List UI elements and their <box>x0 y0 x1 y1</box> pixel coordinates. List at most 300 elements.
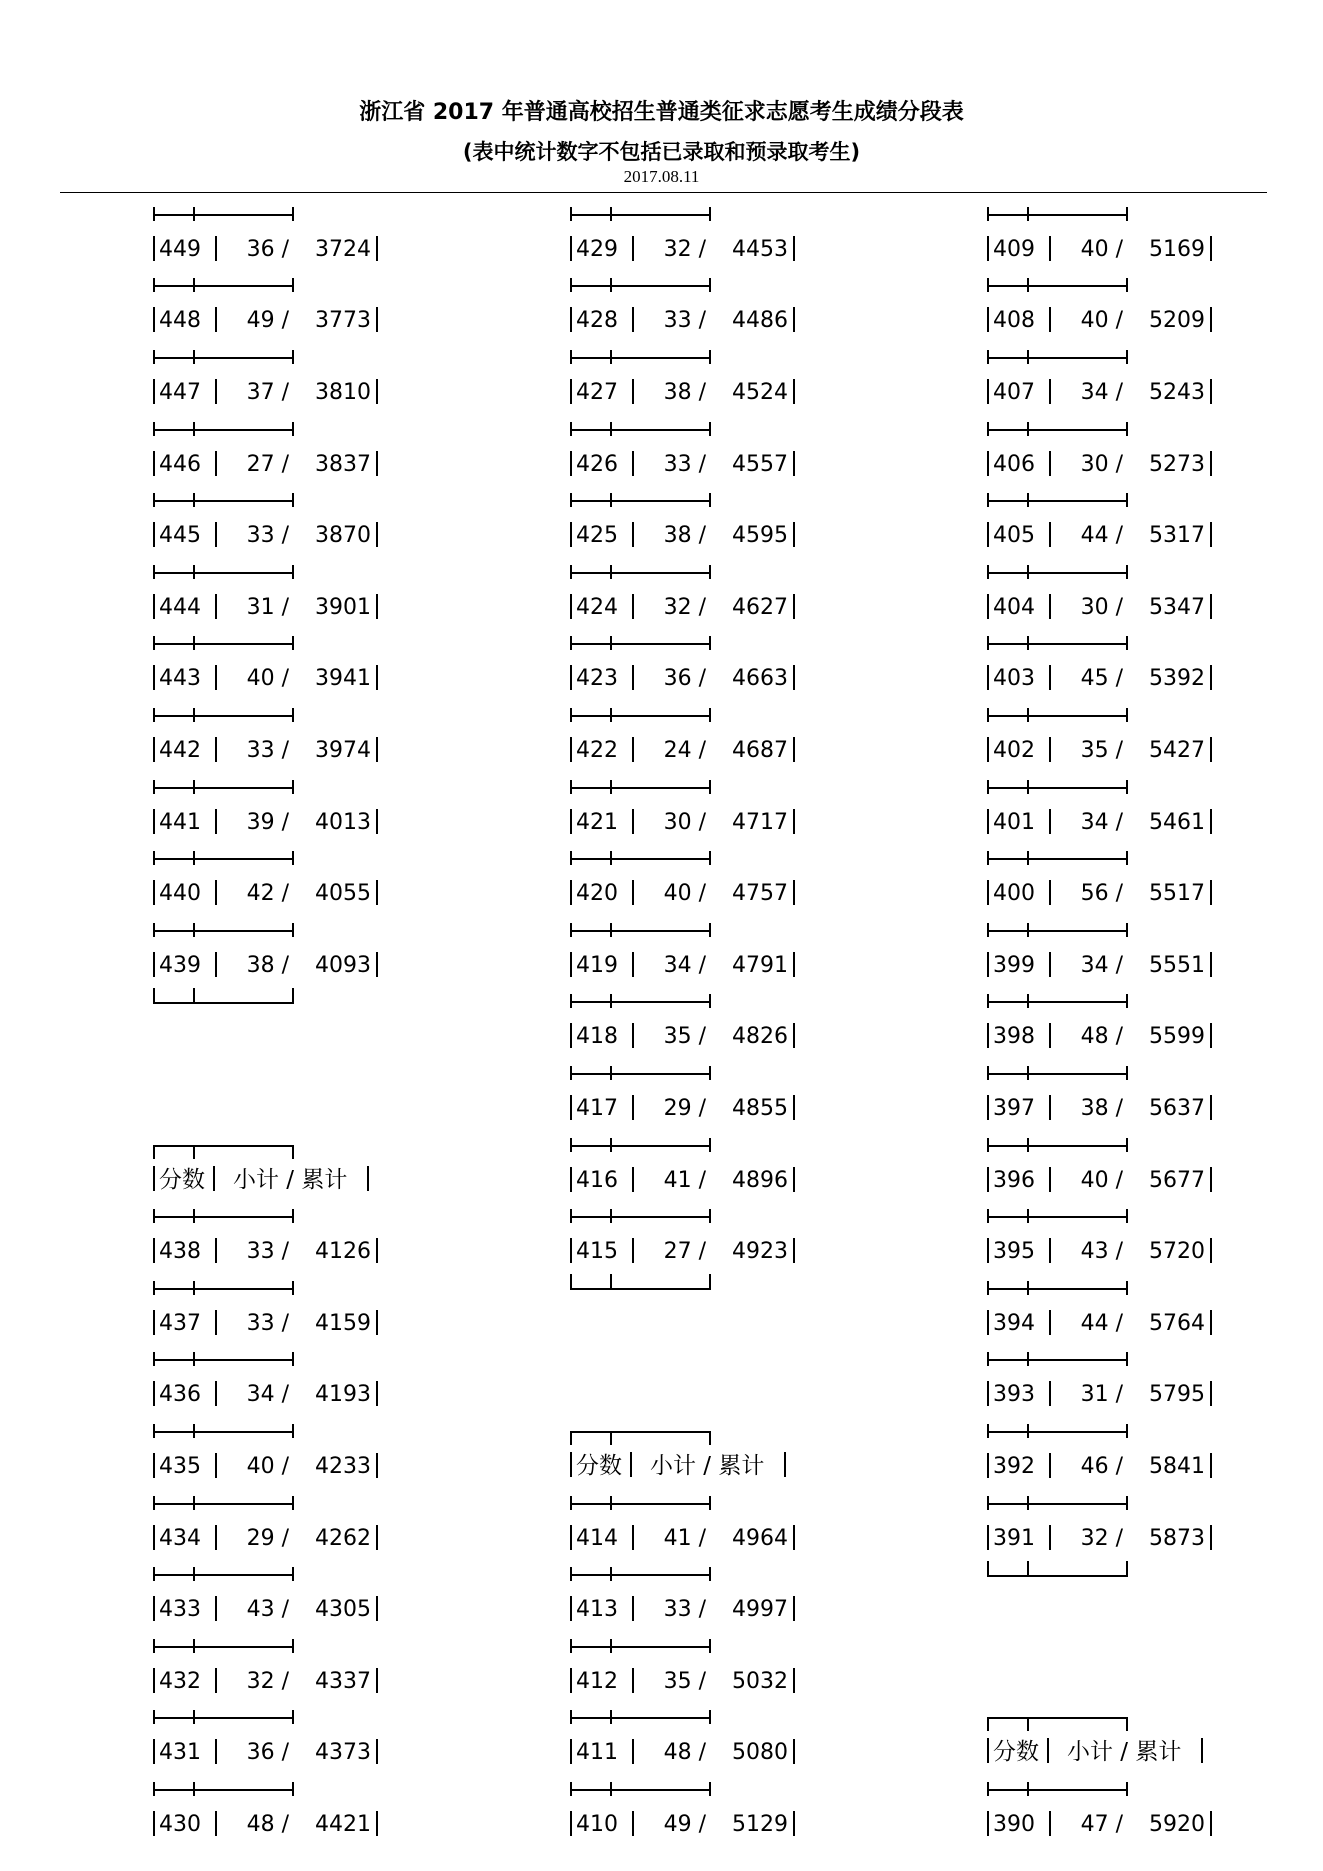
header-bar-right <box>1201 1738 1203 1763</box>
score-cell: 442 <box>159 738 201 763</box>
grid-tick <box>193 422 195 436</box>
row-bar-left <box>570 1596 572 1621</box>
grid-tick <box>570 1567 572 1581</box>
row-bar-left <box>570 1811 572 1836</box>
row-bar-right <box>1210 1381 1212 1406</box>
row-bar-right <box>793 522 795 547</box>
count-cell: 30 / <box>663 809 706 835</box>
cumulative-cell: 5273 <box>1149 451 1205 477</box>
count-cell: 29 / <box>663 1096 706 1121</box>
count-cell: 38 / <box>1080 1096 1123 1121</box>
row-bar-mid <box>1049 1453 1051 1478</box>
cumulative-cell: 3837 <box>315 451 371 477</box>
document-title: 浙江省 2017 年普通高校招生普通类征求志愿考生成绩分段表 <box>359 100 964 125</box>
score-cell: 424 <box>576 594 618 620</box>
score-cell: 429 <box>576 236 618 262</box>
grid-line <box>153 1216 294 1218</box>
cumulative-cell: 4524 <box>732 380 788 405</box>
grid-line <box>987 1288 1128 1290</box>
row-bar-mid <box>215 1453 217 1478</box>
count-cumulative-header: 小计 / 累计 <box>1067 1739 1182 1766</box>
grid-tick <box>153 1352 155 1366</box>
row-bar-right <box>793 1668 795 1693</box>
score-header: 分数 <box>993 1739 1039 1766</box>
score-cell: 449 <box>159 236 201 262</box>
count-cell: 47 / <box>1080 1812 1123 1837</box>
grid-tick <box>987 1066 989 1080</box>
count-cell: 48 / <box>663 1740 706 1766</box>
row-bar-mid <box>215 451 217 476</box>
grid-tick <box>153 708 155 722</box>
score-cell: 410 <box>576 1812 618 1837</box>
count-cell: 34 / <box>1080 380 1123 405</box>
grid-tick <box>610 1710 612 1724</box>
count-cumulative-header: 小计 / 累计 <box>650 1453 765 1479</box>
grid-line <box>153 572 294 574</box>
row-bar-right <box>793 1525 795 1550</box>
score-cell: 438 <box>159 1239 201 1265</box>
row-bar-mid <box>632 880 634 905</box>
score-cell: 422 <box>576 738 618 763</box>
grid-tick <box>709 1431 711 1445</box>
cumulative-cell: 4373 <box>315 1740 371 1766</box>
score-cell: 403 <box>993 666 1035 692</box>
grid-tick <box>1126 565 1128 579</box>
score-cell: 415 <box>576 1239 618 1265</box>
row-bar-left <box>570 809 572 834</box>
grid-tick <box>193 1567 195 1581</box>
row-bar-left <box>987 1167 989 1192</box>
grid-tick <box>610 994 612 1008</box>
row-bar-right <box>1210 1310 1212 1335</box>
row-bar-left <box>987 880 989 905</box>
grid-tick <box>1027 636 1029 650</box>
row-bar-right <box>793 1811 795 1836</box>
count-cell: 49 / <box>663 1812 706 1837</box>
row-bar-right <box>376 809 378 834</box>
row-bar-left <box>570 1668 572 1693</box>
row-bar-mid <box>632 1095 634 1120</box>
grid-line <box>987 858 1128 860</box>
grid-tick <box>193 565 195 579</box>
grid-tick <box>292 1352 294 1366</box>
grid-tick <box>193 1496 195 1510</box>
grid-tick <box>709 994 711 1008</box>
grid-line <box>570 357 711 359</box>
row-bar-mid <box>215 1739 217 1764</box>
cumulative-cell: 4233 <box>315 1454 371 1479</box>
count-cell: 43 / <box>246 1597 289 1623</box>
grid-tick <box>292 1710 294 1724</box>
row-bar-mid <box>1049 880 1051 905</box>
score-cell: 402 <box>993 738 1035 763</box>
cumulative-cell: 5461 <box>1149 809 1205 835</box>
row-bar-right <box>793 1023 795 1048</box>
row-bar-left <box>987 379 989 404</box>
row-bar-right <box>376 1525 378 1550</box>
count-cell: 48 / <box>1080 1024 1123 1050</box>
score-cell: 414 <box>576 1525 618 1551</box>
row-bar-left <box>570 1525 572 1550</box>
cumulative-cell: 4453 <box>732 236 788 262</box>
score-cell: 393 <box>993 1382 1035 1408</box>
grid-tick <box>193 851 195 865</box>
score-cell: 430 <box>159 1812 201 1837</box>
row-bar-mid <box>1049 952 1051 977</box>
cumulative-cell: 5795 <box>1149 1382 1205 1408</box>
cumulative-cell: 4337 <box>315 1668 371 1694</box>
cumulative-cell: 5551 <box>1149 952 1205 978</box>
grid-tick <box>193 1710 195 1724</box>
grid-tick <box>193 1782 195 1796</box>
cumulative-cell: 5392 <box>1149 666 1205 692</box>
score-cell: 423 <box>576 666 618 692</box>
cumulative-cell: 4595 <box>732 523 788 549</box>
grid-tick <box>610 1274 612 1288</box>
grid-tick <box>1126 1424 1128 1438</box>
grid-tick <box>1126 1352 1128 1366</box>
grid-tick <box>193 923 195 937</box>
count-cell: 37 / <box>246 380 289 405</box>
row-bar-mid <box>632 1167 634 1192</box>
row-bar-left <box>987 665 989 690</box>
grid-line <box>153 214 294 216</box>
grid-tick <box>570 1066 572 1080</box>
row-bar-left <box>987 1095 989 1120</box>
grid-tick <box>193 350 195 364</box>
grid-tick <box>1027 350 1029 364</box>
grid-line <box>570 1789 711 1791</box>
cumulative-cell: 4663 <box>732 666 788 692</box>
grid-tick <box>1126 1281 1128 1295</box>
grid-tick <box>153 278 155 292</box>
row-bar-right <box>793 236 795 261</box>
grid-tick <box>570 1138 572 1152</box>
count-cell: 32 / <box>663 236 706 262</box>
cumulative-cell: 5209 <box>1149 308 1205 334</box>
row-bar-mid <box>215 1668 217 1693</box>
score-cell: 399 <box>993 952 1035 978</box>
score-cell: 397 <box>993 1096 1035 1121</box>
grid-tick <box>1027 1352 1029 1366</box>
grid-tick <box>1027 851 1029 865</box>
grid-tick <box>987 1424 989 1438</box>
grid-tick <box>193 493 195 507</box>
row-bar-right <box>793 737 795 762</box>
count-cell: 33 / <box>246 523 289 549</box>
row-bar-right <box>1210 880 1212 905</box>
row-bar-left <box>987 1811 989 1836</box>
row-bar-mid <box>1049 522 1051 547</box>
row-bar-mid <box>215 1811 217 1836</box>
row-bar-right <box>376 307 378 332</box>
score-cell: 418 <box>576 1024 618 1050</box>
row-bar-left <box>153 1668 155 1693</box>
row-bar-right <box>1210 1238 1212 1263</box>
grid-tick <box>292 565 294 579</box>
row-bar-left <box>987 236 989 261</box>
grid-line <box>153 1288 294 1290</box>
row-bar-mid <box>1049 1381 1051 1406</box>
document-date: 2017.08.11 <box>623 167 700 186</box>
grid-tick <box>610 1066 612 1080</box>
count-cell: 45 / <box>1080 666 1123 692</box>
row-bar-right <box>376 880 378 905</box>
row-bar-left <box>153 880 155 905</box>
cumulative-cell: 4486 <box>732 308 788 334</box>
cumulative-cell: 4997 <box>732 1597 788 1623</box>
row-bar-right <box>376 1310 378 1335</box>
grid-tick <box>709 636 711 650</box>
score-cell: 428 <box>576 308 618 334</box>
row-bar-right <box>1210 737 1212 762</box>
grid-line <box>153 858 294 860</box>
grid-tick <box>153 923 155 937</box>
score-cell: 425 <box>576 523 618 549</box>
row-bar-mid <box>632 1739 634 1764</box>
count-cell: 30 / <box>1080 451 1123 477</box>
grid-tick <box>709 1782 711 1796</box>
cumulative-cell: 5129 <box>732 1812 788 1837</box>
grid-tick <box>570 207 572 221</box>
cumulative-cell: 4896 <box>732 1167 788 1193</box>
row-bar-mid <box>1049 236 1051 261</box>
row-bar-right <box>376 737 378 762</box>
count-cell: 56 / <box>1080 881 1123 907</box>
grid-tick <box>570 278 572 292</box>
score-cell: 394 <box>993 1310 1035 1336</box>
row-bar-left <box>987 1525 989 1550</box>
grid-tick <box>292 1639 294 1653</box>
grid-tick <box>570 780 572 794</box>
row-bar-right <box>793 880 795 905</box>
count-cell: 48 / <box>246 1812 289 1837</box>
grid-tick <box>193 636 195 650</box>
cumulative-cell: 4093 <box>315 952 371 978</box>
grid-line <box>987 1145 1128 1147</box>
grid-tick <box>292 207 294 221</box>
count-cell: 41 / <box>663 1525 706 1551</box>
grid-tick <box>987 851 989 865</box>
header-bar-left <box>987 1738 989 1763</box>
grid-tick <box>709 1567 711 1581</box>
score-cell: 427 <box>576 380 618 405</box>
grid-tick <box>610 708 612 722</box>
row-bar-mid <box>632 1525 634 1550</box>
grid-tick <box>1126 493 1128 507</box>
count-cell: 34 / <box>1080 809 1123 835</box>
grid-tick <box>153 780 155 794</box>
grid-tick <box>1126 851 1128 865</box>
row-bar-mid <box>632 809 634 834</box>
cumulative-cell: 5637 <box>1149 1096 1205 1121</box>
cumulative-cell: 5080 <box>732 1740 788 1766</box>
row-bar-right <box>1210 1453 1212 1478</box>
score-cell: 405 <box>993 523 1035 549</box>
grid-tick <box>709 350 711 364</box>
grid-tick <box>292 1496 294 1510</box>
grid-tick <box>193 708 195 722</box>
row-bar-mid <box>632 451 634 476</box>
grid-tick <box>1027 565 1029 579</box>
grid-tick <box>709 493 711 507</box>
row-bar-left <box>570 236 572 261</box>
grid-tick <box>570 1710 572 1724</box>
count-cell: 38 / <box>663 523 706 549</box>
row-bar-right <box>1210 665 1212 690</box>
score-header: 分数 <box>159 1166 205 1193</box>
row-bar-mid <box>632 1238 634 1263</box>
grid-tick <box>610 1209 612 1223</box>
grid-tick <box>1027 1782 1029 1796</box>
row-bar-mid <box>215 522 217 547</box>
cumulative-cell: 5599 <box>1149 1024 1205 1050</box>
grid-tick <box>987 1782 989 1796</box>
row-bar-right <box>1210 1525 1212 1550</box>
grid-line <box>987 1503 1128 1505</box>
grid-tick <box>153 1281 155 1295</box>
score-cell: 435 <box>159 1454 201 1479</box>
grid-line <box>153 1574 294 1576</box>
grid-line <box>153 1145 294 1147</box>
row-bar-left <box>153 1811 155 1836</box>
grid-tick <box>193 1639 195 1653</box>
grid-tick <box>292 1281 294 1295</box>
cumulative-cell: 5317 <box>1149 523 1205 549</box>
grid-line <box>987 285 1128 287</box>
header-bar-mid <box>213 1166 215 1191</box>
count-cell: 33 / <box>246 1239 289 1265</box>
row-bar-right <box>1210 1095 1212 1120</box>
cumulative-cell: 3870 <box>315 523 371 549</box>
score-cell: 447 <box>159 380 201 405</box>
grid-tick <box>570 422 572 436</box>
cumulative-cell: 4687 <box>732 738 788 763</box>
row-bar-mid <box>215 880 217 905</box>
grid-tick <box>1027 780 1029 794</box>
grid-line <box>570 1431 711 1433</box>
grid-line <box>153 500 294 502</box>
score-cell: 440 <box>159 881 201 907</box>
row-bar-right <box>793 1238 795 1263</box>
score-cell: 411 <box>576 1740 618 1766</box>
row-bar-right <box>793 451 795 476</box>
grid-tick <box>1126 1209 1128 1223</box>
row-bar-mid <box>215 236 217 261</box>
grid-line <box>570 1646 711 1648</box>
count-cell: 41 / <box>663 1167 706 1193</box>
grid-tick <box>1126 1717 1128 1731</box>
row-bar-left <box>570 379 572 404</box>
row-bar-mid <box>632 236 634 261</box>
grid-tick <box>1126 350 1128 364</box>
grid-tick <box>153 1424 155 1438</box>
grid-tick <box>1027 1281 1029 1295</box>
cumulative-cell: 4757 <box>732 881 788 907</box>
grid-tick <box>292 1782 294 1796</box>
row-bar-mid <box>1049 1095 1051 1120</box>
row-bar-mid <box>1049 1811 1051 1836</box>
count-cell: 29 / <box>246 1525 289 1551</box>
grid-tick <box>292 422 294 436</box>
grid-tick <box>1126 1066 1128 1080</box>
grid-line <box>153 357 294 359</box>
grid-tick <box>570 1496 572 1510</box>
grid-tick <box>570 1782 572 1796</box>
row-bar-right <box>1210 379 1212 404</box>
grid-line <box>570 858 711 860</box>
grid-line <box>987 1359 1128 1361</box>
cumulative-cell: 4126 <box>315 1239 371 1265</box>
grid-line <box>987 500 1128 502</box>
row-bar-left <box>570 1167 572 1192</box>
grid-line <box>987 214 1128 216</box>
grid-line <box>153 1789 294 1791</box>
grid-tick <box>1126 1561 1128 1575</box>
row-bar-left <box>570 737 572 762</box>
score-header: 分数 <box>576 1453 622 1479</box>
grid-line <box>153 787 294 789</box>
row-bar-left <box>987 594 989 619</box>
grid-tick <box>709 708 711 722</box>
row-bar-right <box>376 1381 378 1406</box>
row-bar-right <box>376 451 378 476</box>
count-cell: 46 / <box>1080 1454 1123 1479</box>
grid-tick <box>987 780 989 794</box>
grid-tick <box>153 1567 155 1581</box>
cumulative-cell: 5920 <box>1149 1812 1205 1837</box>
grid-line <box>570 930 711 932</box>
row-bar-left <box>153 665 155 690</box>
row-bar-mid <box>1049 307 1051 332</box>
row-bar-right <box>376 1238 378 1263</box>
row-bar-right <box>376 952 378 977</box>
row-bar-left <box>153 1238 155 1263</box>
grid-tick <box>709 1496 711 1510</box>
grid-tick <box>153 988 155 1002</box>
grid-tick <box>1126 1138 1128 1152</box>
row-bar-right <box>1210 522 1212 547</box>
grid-tick <box>1126 923 1128 937</box>
row-bar-mid <box>1049 737 1051 762</box>
grid-tick <box>1126 780 1128 794</box>
row-bar-left <box>153 1525 155 1550</box>
count-cell: 38 / <box>246 952 289 978</box>
header-rule <box>60 192 1267 193</box>
row-bar-mid <box>632 594 634 619</box>
score-cell: 436 <box>159 1382 201 1408</box>
cumulative-cell: 5764 <box>1149 1310 1205 1336</box>
grid-tick <box>153 636 155 650</box>
row-bar-left <box>987 952 989 977</box>
grid-tick <box>1126 708 1128 722</box>
grid-line <box>987 572 1128 574</box>
grid-line <box>987 643 1128 645</box>
row-bar-right <box>376 594 378 619</box>
row-bar-mid <box>215 1525 217 1550</box>
count-cell: 33 / <box>663 451 706 477</box>
grid-line <box>987 429 1128 431</box>
grid-line <box>570 787 711 789</box>
grid-tick <box>153 1710 155 1724</box>
row-bar-right <box>793 307 795 332</box>
cumulative-cell: 4055 <box>315 881 371 907</box>
count-cell: 27 / <box>663 1239 706 1265</box>
grid-tick <box>153 1209 155 1223</box>
grid-line <box>570 1288 711 1290</box>
score-cell: 412 <box>576 1668 618 1694</box>
row-bar-left <box>987 737 989 762</box>
